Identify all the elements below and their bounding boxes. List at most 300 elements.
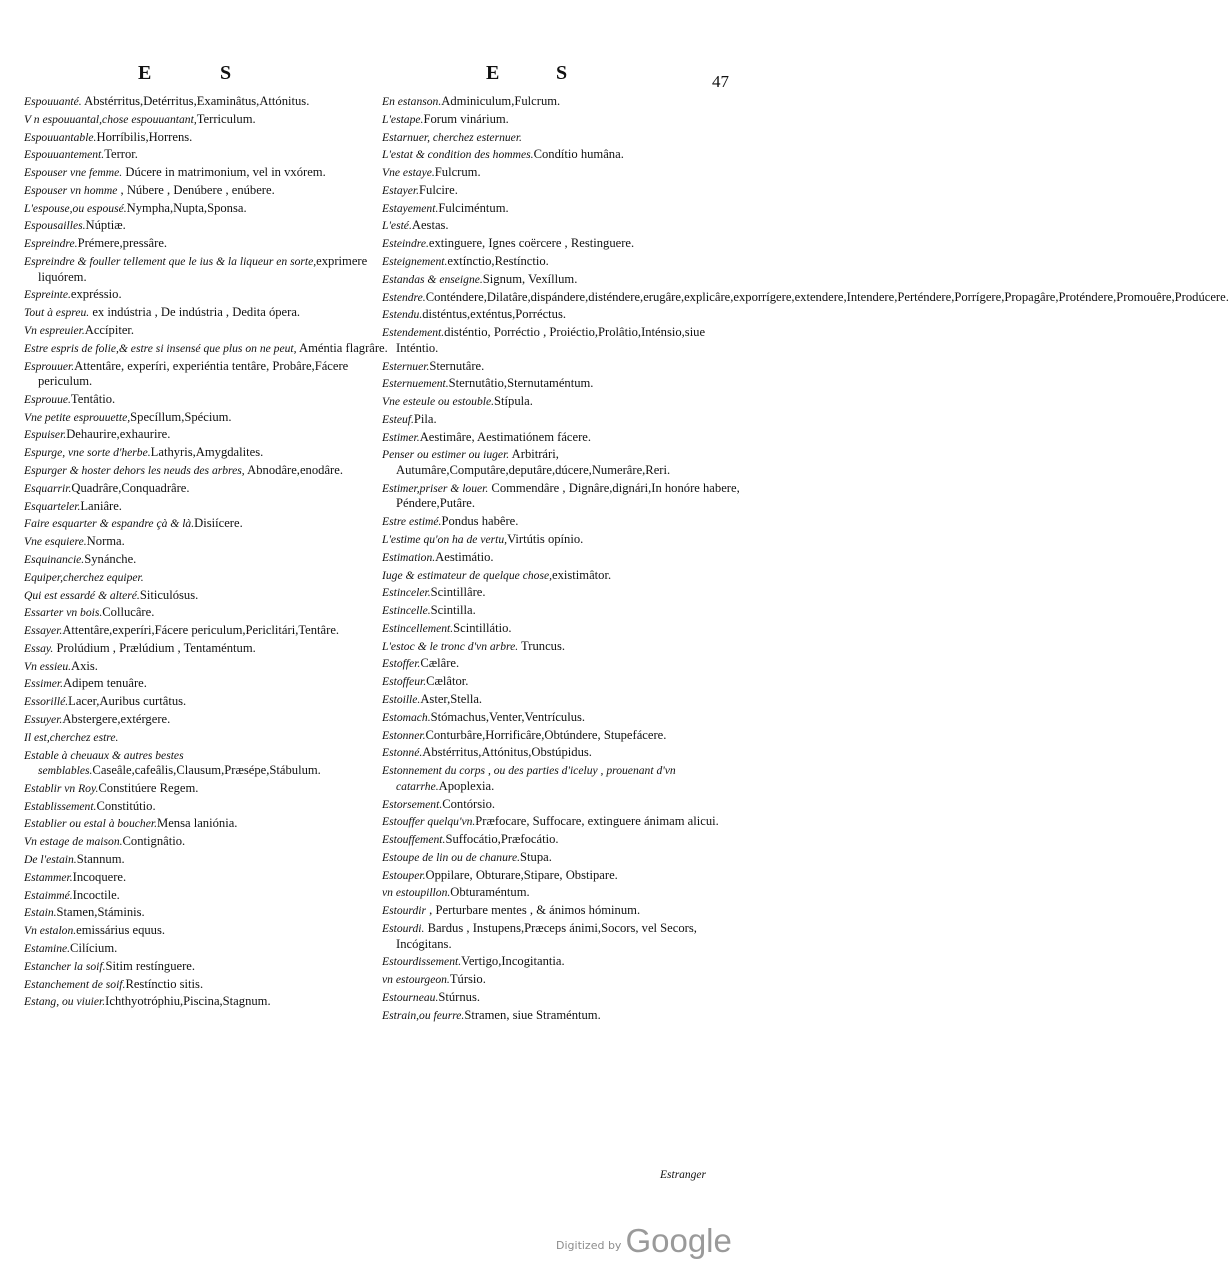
entry-latin: Adipem tenuâre. [62, 676, 147, 691]
dictionary-entry [382, 550, 740, 566]
dictionary-entry [24, 730, 390, 746]
entry-headword: Espouser vne femme. [24, 166, 123, 180]
dictionary-entry [382, 692, 740, 708]
entry-headword: Estanchement de soif. [24, 977, 126, 991]
dictionary-entry [24, 623, 390, 639]
entry-headword: Espurger & hoster dehors les neuds des arbres, [24, 464, 245, 478]
dictionary-entry [24, 994, 390, 1010]
entry-latin: Stupa. [520, 849, 552, 864]
entry-headword: Estaimmé. [24, 888, 73, 902]
entry-latin: , Perturbare mentes , & ánimos hóminum. [426, 903, 641, 918]
entry-latin: Fulciméntum. [438, 200, 509, 215]
entry-headword: Essarter vn bois. [24, 606, 103, 620]
dictionary-entry [24, 499, 390, 515]
entry-latin: extinguere, Ignes coërcere , Restinguere. [428, 236, 635, 251]
entry-latin: Lacer,Auribus curtâtus. [68, 694, 187, 709]
dictionary-entry [24, 112, 390, 128]
dictionary-entry [382, 797, 740, 813]
entry-headword: Esprouuer. [24, 359, 75, 373]
entry-latin: Præfocare, Suffocare, extinguere ánimam alicui. [475, 814, 719, 829]
dictionary-entry [382, 112, 740, 128]
entry-latin: Conturbâre,Horrificâre,Obtúndere, Stupefácere. [425, 727, 667, 742]
dictionary-entry [24, 605, 390, 621]
dictionary-entry [24, 94, 390, 110]
dictionary-entry [382, 376, 740, 392]
entry-headword: Espurge, vne sorte d'herbe. [24, 446, 151, 460]
dictionary-entry [382, 1008, 740, 1024]
entry-headword: Qui est essardé & alteré. [24, 588, 140, 602]
entry-headword: Estourdir [382, 904, 427, 918]
entry-latin: Commendâre , Dignâre,dignári,In honóre habere, Péndere,Putâre. [396, 480, 740, 511]
entry-headword: Vn essieu. [24, 659, 72, 673]
entry-latin: Scintillátio. [453, 620, 512, 635]
entry-latin: Accípiter. [84, 322, 135, 337]
entry-headword: Esprouue. [24, 392, 71, 406]
entry-latin: Pila. [413, 411, 437, 426]
entry-latin: Axis. [71, 658, 98, 673]
dictionary-entry [382, 394, 740, 410]
dictionary-entry [382, 990, 740, 1006]
entry-headword: Vne esteule ou estouble. [382, 395, 495, 409]
entry-headword: Espreindre & fouller tellement que le ius & la liqueur en sorte, [24, 255, 317, 269]
dictionary-entry [24, 147, 390, 163]
dictionary-entry [382, 710, 740, 726]
entry-headword: Penser ou estimer ou iuger. [382, 448, 510, 462]
entry-headword: Esternuer. [382, 359, 430, 373]
dictionary-entry [382, 218, 740, 234]
dictionary-entry [382, 325, 740, 356]
dictionary-entry [382, 868, 740, 884]
dictionary-entry [24, 481, 390, 497]
entry-headword: Estre estimé. [382, 515, 442, 529]
running-header [0, 62, 840, 92]
entry-headword: Essorillé. [24, 695, 69, 709]
digitized-watermark [556, 1222, 732, 1260]
dictionary-entry [382, 903, 740, 919]
entry-headword: Estammer. [24, 870, 73, 884]
entry-headword: V n espouuantal,chose espouuantant, [24, 112, 197, 126]
entry-headword: Esteindre. [382, 237, 429, 251]
entry-headword: Espouuantement. [24, 148, 105, 162]
dictionary-entry [382, 236, 740, 252]
entry-headword: Estoupe de lin ou de chanure. [382, 850, 521, 864]
entry-latin: ex indústria , De indústria , Dedita ópera. [89, 305, 301, 320]
entry-headword: Vne esquiere. [24, 535, 87, 549]
entry-headword: Estre espris de folie,& estre si insensé que plus on ne peut, [24, 341, 297, 355]
entry-headword: Estourneau. [382, 990, 439, 1004]
entry-latin: Suffocátio,Præfocátio. [445, 832, 559, 847]
dictionary-entry [24, 570, 390, 586]
entry-latin: Collucâre. [102, 605, 155, 620]
entry-latin: Attentâre, experíri, experiéntia tentâre, Probâre,Fácere periculum. [38, 358, 349, 389]
entry-headword: Estamine. [24, 941, 71, 955]
entry-latin: Nympha,Nupta,Sponsa. [126, 200, 247, 215]
dictionary-entry [382, 763, 740, 794]
dictionary-entry [24, 941, 390, 957]
entry-headword: Esquinancie. [24, 552, 85, 566]
entry-headword: Vne estaye. [382, 166, 435, 180]
entry-headword: Estourdi. [382, 921, 425, 935]
dictionary-entry [382, 430, 740, 446]
entry-headword: Establissement. [24, 799, 97, 813]
dictionary-entry [24, 641, 390, 657]
dictionary-entry [24, 905, 390, 921]
entry-latin: Túrsio. [449, 972, 486, 987]
dictionary-entry [382, 954, 740, 970]
entry-headword: En estanson. [382, 95, 442, 108]
entry-headword: De l'estain. [24, 853, 77, 867]
entry-latin: Aestimátio. [435, 549, 494, 564]
dictionary-entry [382, 289, 1229, 306]
entry-headword: Espouser vn homme [24, 183, 118, 197]
entry-latin: Forum vinárium. [423, 111, 509, 126]
dictionary-entry [24, 712, 390, 728]
entry-headword: Esquarrir. [24, 481, 72, 495]
dictionary-entry [24, 445, 390, 461]
entry-headword: Estorsement. [382, 797, 443, 811]
dictionary-entry [382, 272, 740, 288]
entry-latin: Núptiæ. [85, 218, 126, 233]
entry-latin: Horríbilis,Horrens. [96, 129, 193, 144]
entry-latin: emissárius equus. [76, 923, 166, 938]
entry-headword: L'estape. [382, 112, 424, 126]
dictionary-entry [24, 888, 390, 904]
dictionary-entry [24, 923, 390, 939]
entry-latin: Mensa laniónia. [157, 816, 238, 831]
entry-latin: Apoplexia. [438, 778, 495, 793]
dictionary-entry [382, 745, 740, 761]
entry-latin: Prémere,pressâre. [77, 236, 168, 251]
entry-latin: , Núbere , Denúbere , enúbere. [117, 182, 275, 197]
entry-latin: Améntia flagrâre. [296, 340, 388, 355]
entry-headword: Estonné. [382, 746, 423, 760]
entry-latin: Contignâtio. [122, 834, 186, 849]
entry-headword: Espouuantable. [24, 130, 97, 144]
dictionary-entry [24, 588, 390, 604]
entry-latin: Scintillâre. [430, 585, 486, 600]
dictionary-entry [24, 659, 390, 675]
entry-latin: Abstérritus,Attónitus,Obstúpidus. [422, 745, 592, 760]
entry-latin: Obturaméntum. [450, 885, 530, 900]
entry-headword: Estouper. [382, 868, 426, 882]
entry-headword: Essuyer. [24, 712, 63, 726]
dictionary-entry [382, 921, 740, 952]
entry-headword: vn estourgeon. [382, 973, 450, 987]
dictionary-entry [382, 130, 740, 146]
entry-headword: Espouuanté. [24, 95, 82, 108]
dictionary-entry [24, 676, 390, 692]
entry-headword: Esteignement. [382, 255, 448, 269]
entry-latin: Stramen, siue Straméntum. [464, 1007, 601, 1022]
entry-latin: exprimere liquórem. [38, 254, 368, 284]
entry-headword: Esternuement. [382, 377, 449, 391]
entry-latin: Caseâle,cafeâlis,Clausum,Præsépe,Stábulum. [92, 763, 321, 778]
entry-latin: Aestas. [411, 218, 449, 233]
dictionary-entry [382, 307, 740, 323]
entry-headword: Estrain,ou feurre. [382, 1008, 465, 1022]
entry-headword: Estimer,priser & louer. [382, 481, 489, 495]
entry-headword: Estang, ou viuier. [24, 995, 106, 1009]
entry-latin: disténtus,exténtus,Porréctus. [422, 307, 567, 322]
dictionary-entry [382, 656, 740, 672]
entry-latin: Bardus , Instupens,Præceps ánimi,Socors, vel Secors, Incógitans. [396, 920, 697, 951]
entry-latin: Conténdere,Dilatâre,dispándere,disténdere,erugâre,explicâre,exporrígere,extendere,Intendere,Perténdere,Porrígere,Propagâre,Proténdere,Promouêre,Prodúcere. [425, 289, 1229, 304]
entry-headword: Tout à espreu. [24, 306, 90, 320]
entry-latin: Abnodâre,enodâre. [244, 463, 343, 478]
entry-latin: Terror. [104, 147, 138, 162]
dictionary-entry [24, 870, 390, 886]
google-logo: Google [625, 1222, 732, 1259]
dictionary-entry [382, 514, 740, 530]
dictionary-entry [24, 254, 390, 285]
dictionary-entry [24, 799, 390, 815]
entry-latin: Incoquere. [72, 869, 127, 884]
entry-headword: Estandas & enseigne. [382, 272, 483, 286]
entry-latin: Adminiculum,Fulcrum. [441, 94, 561, 108]
entry-latin: Contórsio. [442, 796, 496, 811]
entry-latin: Lathyris,Amygdalites. [150, 445, 264, 460]
entry-latin: Tentâtio. [70, 391, 116, 406]
entry-headword: Essay. [24, 641, 54, 655]
dictionary-entry [24, 694, 390, 710]
dictionary-entry [382, 850, 740, 866]
entry-headword: Estinceler. [382, 586, 431, 600]
entry-latin: Quadrâre,Conquadrâre. [71, 480, 190, 495]
dictionary-entry [382, 447, 740, 478]
dictionary-entry [24, 341, 390, 357]
entry-latin: Sternutâtio,Sternutaméntum. [448, 376, 594, 391]
dictionary-entry [24, 852, 390, 868]
page-number: 47 [712, 72, 729, 91]
entry-latin: Fulcrum. [434, 165, 481, 180]
entry-headword: Estincelle. [382, 604, 431, 618]
entry-headword: Estonnement du corps , ou des parties d'iceluy , prouenant d'vn catarrhe. [382, 764, 676, 793]
entry-headword: L'esté. [382, 219, 412, 233]
entry-latin: Cælâre. [420, 656, 460, 671]
dictionary-entry [24, 305, 390, 321]
entry-latin: Synánche. [84, 551, 137, 566]
entry-latin: Specíllum,Spécium. [130, 409, 232, 424]
dictionary-entry [382, 585, 740, 601]
entry-latin: Ichthyotróphiu,Piscina,Stagnum. [105, 994, 271, 1009]
dictionary-entry [24, 816, 390, 832]
entry-latin: Virtútis opínio. [507, 531, 584, 546]
entry-headword: Estayer. [382, 183, 420, 197]
dictionary-entry [24, 748, 390, 779]
entry-headword: L'estoc & le tronc d'vn arbre. [382, 639, 519, 653]
entry-latin: Signum, Vexíllum. [482, 271, 578, 286]
dictionary-entry [24, 410, 390, 426]
entry-headword: Vn estalon. [24, 924, 77, 938]
entry-latin: Abstergere,extérgere. [62, 711, 171, 726]
dictionary-entry [382, 412, 740, 428]
entry-headword: Iuge & estimateur de quelque chose, [382, 568, 552, 582]
entry-headword: Espousailles. [24, 219, 86, 233]
entry-latin: Sternutâre. [429, 358, 485, 373]
entry-headword: Estayement. [382, 201, 439, 215]
entry-headword: Estendu. [382, 308, 423, 322]
entry-latin: existimâtor. [552, 567, 612, 582]
entry-headword: Estarnuer, cherchez esternuer. [382, 130, 522, 144]
entry-latin: Incoctile. [72, 887, 120, 902]
dictionary-entry [382, 603, 740, 619]
entry-latin: Dehaurire,exhaurire. [66, 427, 171, 442]
dictionary-entry [382, 814, 740, 830]
entry-headword: Estancher la soif. [24, 959, 106, 973]
dictionary-entry [382, 728, 740, 744]
dictionary-entry [382, 532, 740, 548]
entry-headword: Estain. [24, 906, 57, 920]
entry-headword: Vne petite esprouuette, [24, 410, 131, 424]
dictionary-entry [382, 359, 740, 375]
dictionary-entry [24, 781, 390, 797]
entry-latin: Stómachus,Venter,Ventrículus. [430, 709, 586, 724]
entry-headword: Estendre. [382, 290, 426, 304]
dictionary-entry [382, 621, 740, 637]
entry-latin: Disiícere. [194, 516, 243, 531]
dictionary-entry [382, 165, 740, 181]
header-right-e: E [486, 62, 502, 84]
entry-headword: Estouffement. [382, 833, 446, 847]
entry-latin: Constitútio. [96, 798, 156, 813]
entry-headword: Estourdissement. [382, 955, 462, 969]
entry-headword: Estonner. [382, 728, 426, 742]
dictionary-entry [24, 287, 390, 303]
entry-headword: Establir vn Roy. [24, 781, 99, 795]
right-column [382, 94, 1229, 1025]
dictionary-entry [382, 885, 740, 901]
entry-latin: Oppilare, Obturare,Stipare, Obstipare. [425, 867, 618, 882]
entry-headword: Estimation. [382, 550, 436, 564]
dictionary-entry [382, 832, 740, 848]
entry-latin: Truncus. [518, 638, 566, 653]
entry-headword: Essimer. [24, 677, 63, 691]
entry-latin: Aestimâre, Aestimatiónem fácere. [419, 429, 592, 444]
entry-headword: Vn estage de maison. [24, 835, 123, 849]
entry-latin: Norma. [86, 534, 125, 549]
entry-latin: extínctio,Restínctio. [447, 254, 549, 269]
dictionary-entry [24, 130, 390, 146]
entry-latin: Terriculum. [196, 111, 256, 126]
dictionary-entry [24, 463, 390, 479]
entry-latin: Stannum. [76, 852, 125, 867]
entry-headword: L'estat & condition des hommes. [382, 148, 534, 162]
dictionary-entry [24, 534, 390, 550]
entry-latin: Scintilla. [430, 603, 476, 618]
dictionary-entry [24, 359, 390, 390]
dictionary-entry [382, 481, 740, 512]
entry-headword: Espuiser. [24, 428, 67, 442]
dictionary-entry [24, 516, 390, 532]
dictionary-entry [382, 147, 740, 163]
entry-latin: Vertigo,Incogitantia. [461, 954, 565, 969]
entry-headword: Estendement. [382, 326, 445, 340]
entry-headword: Establier ou estal à boucher. [24, 817, 157, 831]
entry-headword: Estouffer quelqu'vn. [382, 815, 476, 829]
dictionary-entry [382, 568, 740, 584]
entry-headword: Estincellement. [382, 621, 454, 635]
entry-latin: expréssio. [70, 287, 122, 302]
entry-latin: Aster,Stella. [420, 692, 483, 706]
entry-latin: Abstérritus,Detérritus,Examinâtus,Attónitus. [81, 94, 310, 108]
entry-headword: Vn espreuier. [24, 323, 85, 337]
dictionary-entry [24, 165, 390, 181]
entry-headword: vn estoupillon. [382, 886, 451, 900]
entry-latin: Arbitrári, Autumâre,Computâre,deputâre,dúcere,Numerâre,Reri. [396, 447, 671, 478]
dictionary-entry [382, 639, 740, 655]
entry-latin: Stípula. [494, 394, 533, 409]
entry-headword: Il est,cherchez estre. [24, 730, 119, 744]
entry-headword: Esteuf. [382, 412, 414, 426]
header-left-e: E [138, 62, 154, 84]
entry-latin: Attentâre,experíri,Fácere periculum,Periclitári,Tentâre. [62, 623, 340, 638]
entry-headword: Estimer. [382, 430, 420, 444]
left-column [24, 94, 390, 1012]
entry-headword: L'espouse,ou espousé. [24, 201, 127, 215]
dictionary-entry [24, 236, 390, 252]
entry-latin: Cælâtor. [426, 674, 469, 689]
watermark-prefix: Digitized by [556, 1239, 622, 1252]
dictionary-entry [382, 674, 740, 690]
dictionary-entry [382, 254, 740, 270]
entry-latin: Fulcire. [419, 182, 458, 197]
entry-latin: Cilícium. [70, 940, 118, 955]
entry-headword: Espreinte. [24, 288, 71, 302]
entry-latin: Stamen,Stáminis. [56, 905, 145, 920]
entry-latin: Pondus habêre. [441, 514, 519, 529]
dictionary-entry [24, 552, 390, 568]
dictionary-entry [382, 94, 740, 110]
entry-latin: Stúrnus. [438, 989, 480, 1004]
dictionary-entry [24, 323, 390, 339]
dictionary-entry [382, 183, 740, 199]
entry-headword: Equiper,cherchez equiper. [24, 570, 144, 584]
dictionary-entry [24, 218, 390, 234]
entry-headword: Espreindre. [24, 237, 78, 251]
dictionary-entry [24, 201, 390, 217]
entry-headword: Estoille. [382, 693, 421, 706]
entry-latin: Sitim restínguere. [105, 958, 196, 973]
dictionary-entry [24, 834, 390, 850]
entry-headword: Estable à cheuaux & autres bestes semblables. [24, 748, 184, 778]
dictionary-entry [382, 972, 740, 988]
header-right-s: S [556, 62, 570, 84]
dictionary-entry [24, 977, 390, 993]
entry-latin: Laniâre. [80, 498, 122, 513]
entry-latin: Restínctio sitis. [125, 976, 204, 991]
entry-headword: Estomach. [382, 710, 431, 724]
entry-latin: Constitúere Regem. [98, 780, 199, 795]
dictionary-entry [24, 392, 390, 408]
dictionary-entry [382, 201, 740, 217]
entry-headword: L'estime qu'on ha de vertu, [382, 532, 508, 546]
dictionary-entry [24, 959, 390, 975]
catchword: Estranger [660, 1169, 706, 1181]
dictionary-entry [24, 183, 390, 199]
entry-latin: Prolúdium , Prælúdium , Tentaméntum. [53, 640, 256, 655]
entry-latin: Dúcere in matrimonium, vel in vxórem. [122, 165, 326, 180]
entry-headword: Faire esquarter & espandre çà & là. [24, 517, 195, 531]
dictionary-entry [24, 427, 390, 443]
entry-latin: Condítio humâna. [533, 147, 624, 162]
entry-headword: Esquarteler. [24, 499, 81, 513]
entry-latin: disténtio, Porréctio , Proiéctio,Prolâtio,Inténsio,siue Inténtio. [396, 325, 706, 355]
entry-headword: Estoffeur. [382, 675, 427, 689]
entry-latin: Siticulósus. [139, 587, 199, 602]
entry-headword: Estoffer. [382, 657, 421, 671]
entry-headword: Essayer. [24, 624, 63, 638]
header-left-s: S [220, 62, 234, 84]
